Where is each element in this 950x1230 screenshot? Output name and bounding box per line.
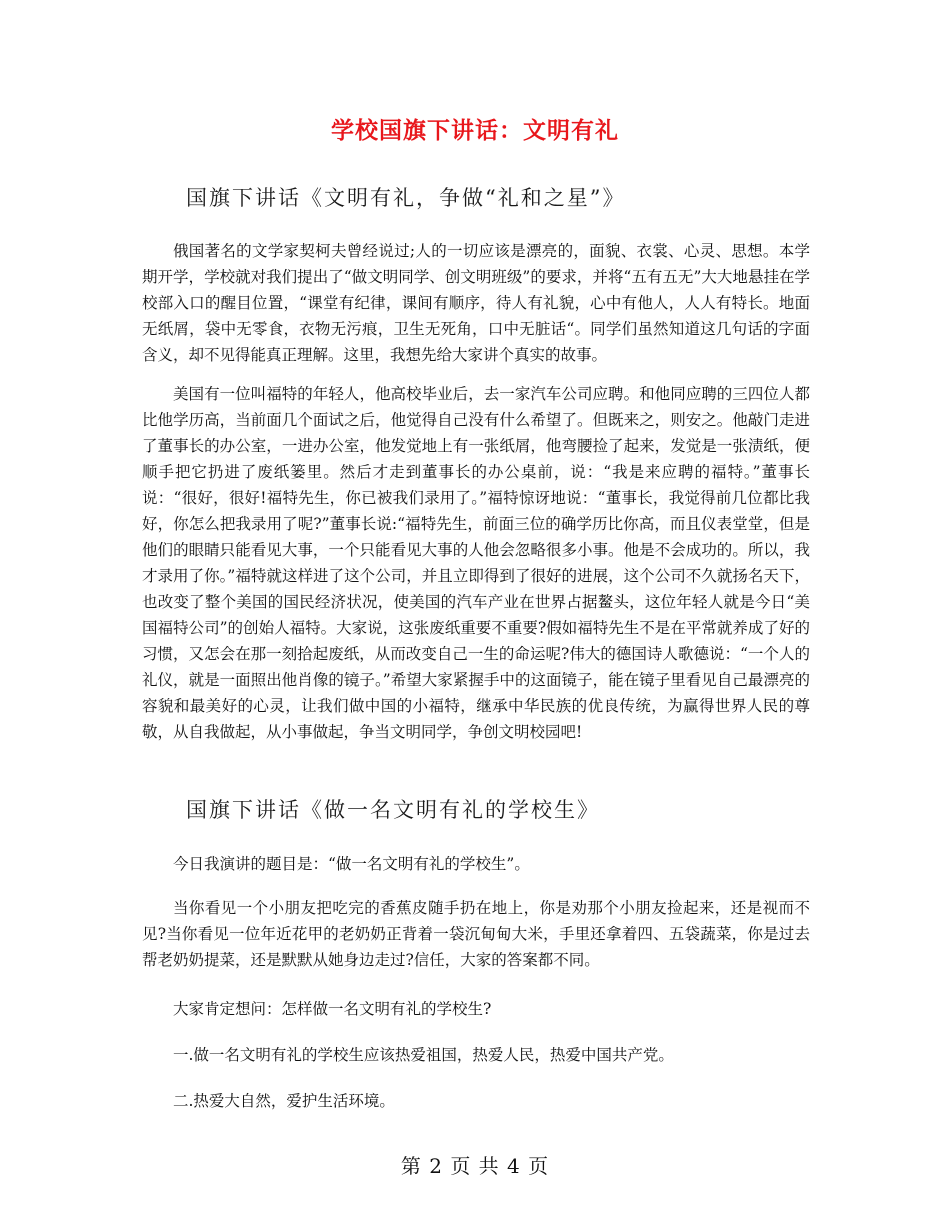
section-2-paragraph-1: 今日我演讲的题目是：“做一名文明有礼的学校生”。 xyxy=(173,855,530,873)
document-title: 学校国旗下讲话：文明有礼 xyxy=(331,118,619,144)
section-heading-2: 国旗下讲话《做一名文明有礼的学校生》 xyxy=(186,798,600,822)
section-2-paragraph-4: 一.做一名文明有礼的学校生应该热爱祖国，热爱人民，热爱中国共产党。 xyxy=(173,1046,674,1064)
section-1-paragraph-2: 美国有一位叫福特的年轻人，他高校毕业后，去一家汽车公司应聘。和他同应聘的三四位人都比他学历高，当前面几个面试之后，他觉得自己没有什么希望了。但既来之，则安之。他敲门走进了董事长的办公室，一进办公室，他发觉地上有一张纸屑，他弯腰捡了起来，发觉是一张渍纸，便顺手把它扔进了废纸篓里。然后才走到董事长的办公桌前，说：“我是来应聘的福特。”董事长说：“很好，很好!福特先生，你已被我们录用了。”福特惊讶地说：“董事长，我觉得前几位都比我好，你怎么把我录用了呢?”董事长说:“福特先生，前面三位的确学历比你高，而且仪表堂堂，但是他们的眼睛只能看见大事，一个只能看见大事的人他会忽略很多小事。他是不会成功的。所以，我才录用了你。”福特就这样进了这个公司，并且立即得到了很好的进展，这个公司不久就扬名天下，也改变了整个美国的国民经济状况，使美国的汽车产业在世界占据鳌头，这位年轻人就是今日“美国福特公司”的创始人福特。大家说，这张废纸重要不重要?假如福特先生不是在平常就养成了好的习惯，又怎会在那一刻拾起废纸，从而改变自己一生的命运呢?伟大的德国诗人歌德说：“一个人的礼仪，就是一面照出他肖像的镜子。”希望大家紧握手中的这面镜子，能在镜子里看见自己最漂亮的容貌和最美好的心灵，让我们做中国的小福特，继承中华民族的优良传统，为赢得世界人民的尊敬，从自我做起，从小事做起，争当文明同学，争创文明校园吧! xyxy=(142,385,810,741)
section-heading-1: 国旗下讲话《文明有礼，争做“礼和之星”》 xyxy=(186,186,626,210)
section-2-paragraph-2: 当你看见一个小朋友把吃完的香蕉皮随手扔在地上，你是劝那个小朋友捡起来，还是视而不见?当你看见一位年近花甲的老奶奶正背着一袋沉甸甸大米，手里还拿着四、五袋蔬菜，你是过去帮老奶奶提菜，还是默默从她身边走过?信任，大家的答案都不同。 xyxy=(142,899,810,969)
section-2-paragraph-5: 二.热爱大自然，爱护生活环境。 xyxy=(173,1092,395,1110)
section-1-paragraph-1: 俄国著名的文学家契柯夫曾经说过;人的一切应该是漂亮的，面貌、衣裳、心灵、思想。本学期开学，学校就对我们提出了“做文明同学、创文明班级”的要求，并将“五有五无”大大地悬挂在学校部入口的醒目位置，“课堂有纪律，课间有顺序，待人有礼貌，心中有他人，人人有特长。地面无纸屑，袋中无零食，衣物无污痕，卫生无死角，口中无脏话“。同学们虽然知道这几句话的字面含义，却不见得能真正理解。这里，我想先给大家讲个真实的故事。 xyxy=(142,242,810,364)
section-2-paragraph-3: 大家肯定想问：怎样做一名文明有礼的学校生? xyxy=(173,1000,492,1018)
page-footer: 第 2 页 共 4 页 xyxy=(400,1154,550,1178)
